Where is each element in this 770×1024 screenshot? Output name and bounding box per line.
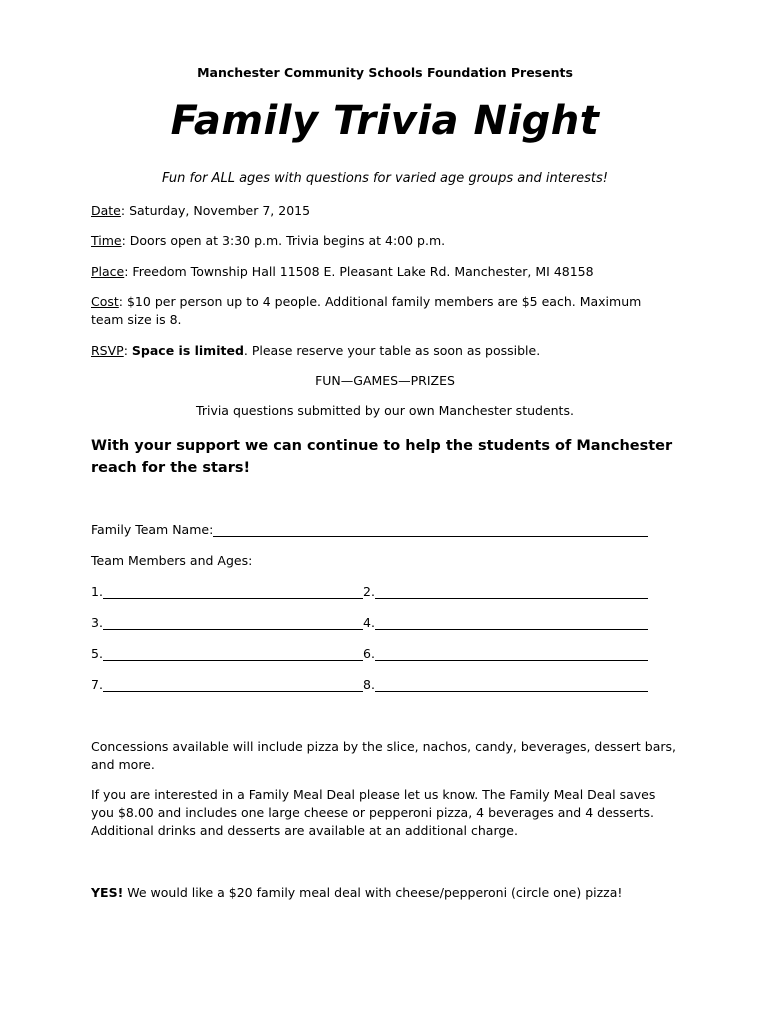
yes-line <box>91 884 691 902</box>
time-value: : Doors open at 3:30 p.m. Trivia begins at 4:00 p.m. <box>121 233 446 248</box>
member-field[interactable] <box>375 678 648 692</box>
cost-value: : $10 per person up to 4 people. Additional family members are $5 each. Maximum team size is 8. <box>91 294 642 327</box>
member-row <box>91 584 651 602</box>
tagline: Fun for ALL ages with questions for varied age groups and interests! <box>161 171 609 186</box>
member-slot <box>363 677 648 692</box>
member-number: 8. <box>363 677 375 692</box>
member-number: 1. <box>91 584 103 599</box>
place-line <box>91 263 711 281</box>
presenter-line: Manchester Community Schools Foundation Presents <box>197 65 573 80</box>
place-label: Place <box>91 264 125 279</box>
rsvp-line <box>91 342 681 360</box>
cost-line <box>91 293 661 329</box>
member-row <box>91 677 651 695</box>
member-number: 3. <box>91 615 103 630</box>
page-title: Family Trivia Night <box>170 98 600 144</box>
member-field[interactable] <box>103 585 363 599</box>
member-field[interactable] <box>375 647 648 661</box>
meal-deal-text: If you are interested in a Family Meal Deal please let us know. The Family Meal Deal saves you $8.00 and includes one large cheese or pepperoni pizza, 4 beverages and 4 desserts. Additional drinks and desserts are available at an additional charge. <box>91 787 656 838</box>
member-field[interactable] <box>103 678 363 692</box>
team-name-row <box>91 522 651 537</box>
fun-games-prizes: FUN—GAMES—PRIZES <box>315 373 455 388</box>
member-slot <box>363 646 648 661</box>
member-slot <box>91 646 363 661</box>
member-number: 5. <box>91 646 103 661</box>
member-row <box>91 615 651 633</box>
date-label: Date <box>91 203 121 218</box>
yes-rest: We would like a $20 family meal deal with cheese/pepperoni (circle one) pizza! <box>123 885 623 900</box>
yes-bold: YES! <box>91 885 124 900</box>
rsvp-rest: . Please reserve your table as soon as possible. <box>243 343 541 358</box>
submitted-line: Trivia questions submitted by our own Manchester students. <box>196 403 574 418</box>
member-number: 7. <box>91 677 103 692</box>
member-number: 2. <box>363 584 375 599</box>
place-value: : Freedom Township Hall 11508 E. Pleasant Lake Rd. Manchester, MI 48158 <box>124 264 594 279</box>
date-line <box>91 202 681 220</box>
member-field[interactable] <box>375 616 648 630</box>
time-label: Time <box>91 233 122 248</box>
member-field[interactable] <box>103 647 363 661</box>
rsvp-sep: : <box>123 343 132 358</box>
member-slot <box>91 615 363 630</box>
cost-label: Cost <box>91 294 119 309</box>
member-row <box>91 646 651 664</box>
team-members-label: Team Members and Ages: <box>91 553 253 568</box>
rsvp-bold: Space is limited <box>131 343 244 358</box>
member-slot <box>363 584 648 599</box>
team-name-label: Family Team Name: <box>91 522 214 537</box>
concessions-text: Concessions available will include pizza by the slice, nachos, candy, beverages, dessert bars, and more. <box>91 739 676 772</box>
member-slot <box>363 615 648 630</box>
time-line <box>91 232 681 250</box>
team-name-field[interactable] <box>213 523 648 537</box>
member-field[interactable] <box>103 616 363 630</box>
rsvp-label: RSVP <box>91 343 124 358</box>
member-number: 4. <box>363 615 375 630</box>
member-number: 6. <box>363 646 375 661</box>
support-statement: With your support we can continue to help the students of Manchester reach for the stars! <box>91 438 673 476</box>
member-field[interactable] <box>375 585 648 599</box>
date-value: : Saturday, November 7, 2015 <box>120 203 311 218</box>
member-slot <box>91 677 363 692</box>
member-slot <box>91 584 363 599</box>
